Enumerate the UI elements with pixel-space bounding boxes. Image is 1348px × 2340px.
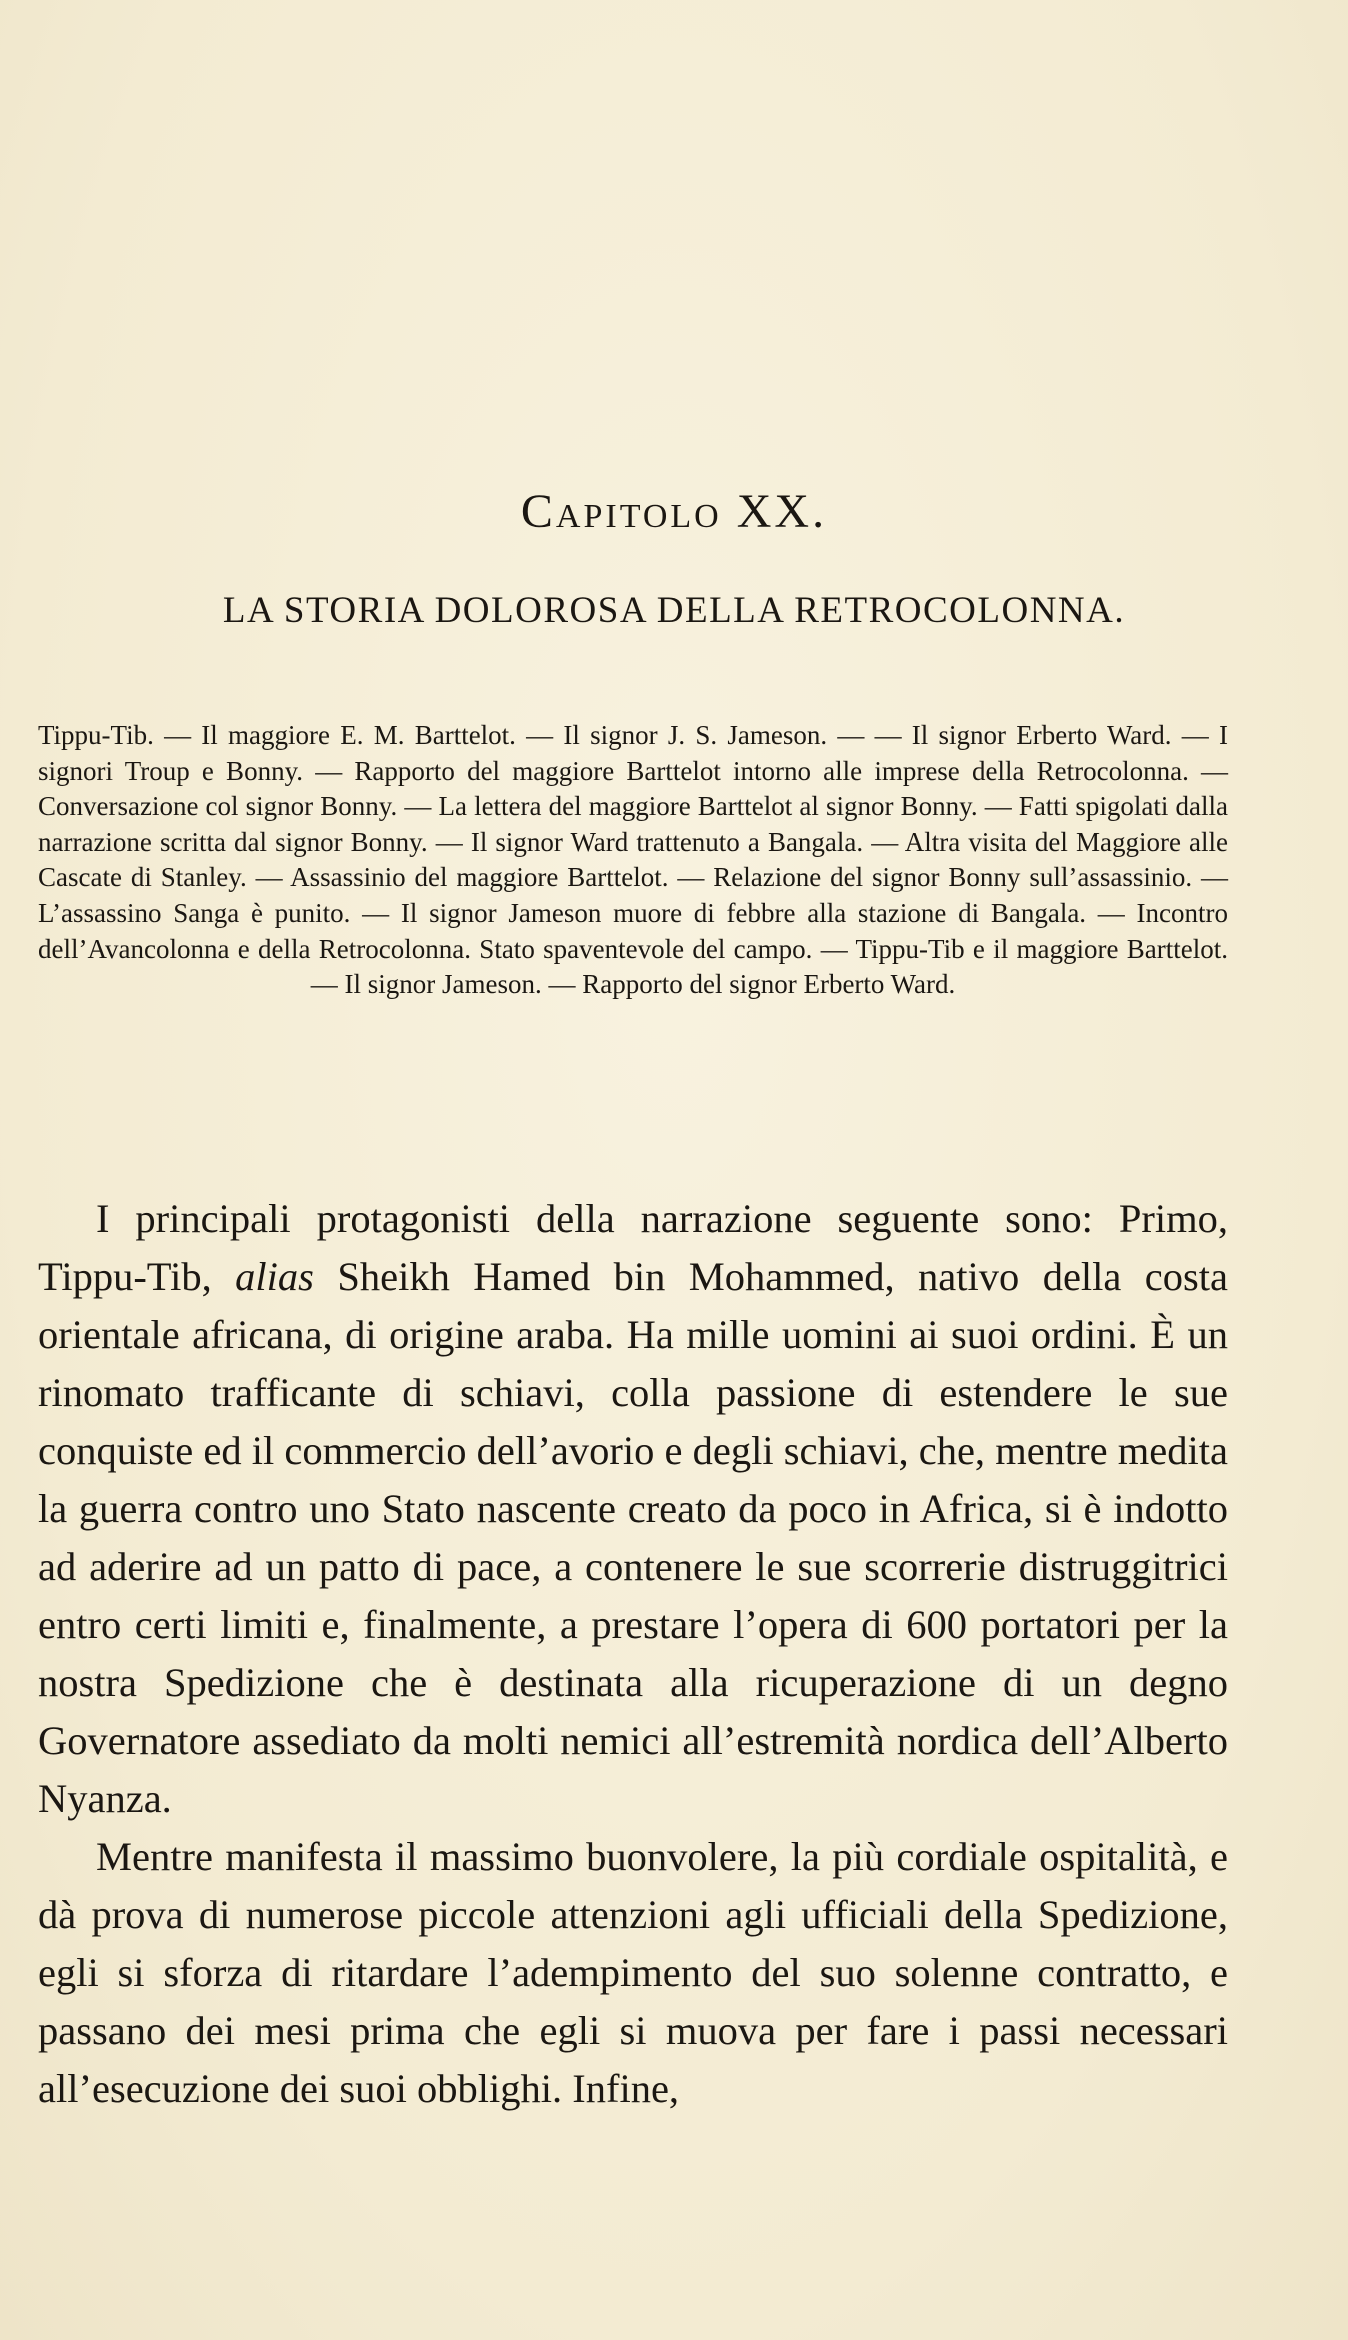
chapter-title: LA STORIA DOLOROSA DELLA RETROCOLONNA. (222, 590, 1126, 631)
paragraph-2: Mentre manifesta il massimo buonvolere, la più cordiale ospitalità, e dà prova di numerose piccole attenzioni agli ufficiali della Spedizione, egli si sforza di ritardare l’adempimento del suo solenne contratto, e passano dei mesi prima che egli si muova per fare i passi necessari all’esecuzione dei suoi obblighi. Infine, (38, 1834, 1228, 2111)
paragraph-1-italic: alias (235, 1254, 314, 1299)
chapter-summary: Tippu-Tib. — Il maggiore E. M. Barttelot. — Il signor J. S. Jameson. — — Il signor Erberto Ward. — I signori Troup e Bonny. — Rapporto del maggiore Barttelot intorno alle imprese della Retrocolonna. — Conversazione col signor Bonny. — La lettera del maggiore Barttelot al signor Bonny. — Fatti spigolati dalla narrazione scritta dal signor Bonny. — Il signor Ward trattenuto a Bangala. — Altra visita del Maggiore alle Cascate di Stanley. — Assassinio del maggiore Barttelot. — Relazione del signor Bonny sull’assassinio. — L’assassino Sanga è punito. — Il signor Jameson muore di febbre alla stazione di Bangala. — Incontro dell’Avancolonna e della Retrocolonna. Stato spaventevole del campo. — Tippu-Tib e il maggiore Barttelot. — Il signor Jameson. — Rapporto del signor Erberto Ward. (38, 720, 1228, 1000)
paragraph-1 (38, 1190, 1228, 1828)
paragraph-1-lead: I principali protagonisti della narrazione seguente sono: Primo, Tippu-Tib, (38, 1196, 1228, 1299)
chapter-heading: Capitolo XX. (520, 485, 828, 538)
body-text (38, 1190, 1228, 2118)
paragraph-1-rest: Sheikh Hamed bin Mohammed, nativo della costa orientale africana, di origine araba. Ha mille uomini ai suoi ordini. È un rinomato trafficante di schiavi, colla passione di estendere le sue conquiste ed il commercio dell’avorio e degli schiavi, che, mentre medita la guerra contro uno Stato nascente creato da poco in Africa, si è indotto ad aderire ad un patto di pace, a contenere le sue scorrerie distruggitrici entro certi limiti e, finalmente, a prestare l’opera di 600 portatori per la nostra Spedizione che è destinata alla ricuperazione di un degno Governatore assediato da molti nemici all’estremità nordica dell’Alberto Nyanza. (38, 1254, 1229, 1821)
